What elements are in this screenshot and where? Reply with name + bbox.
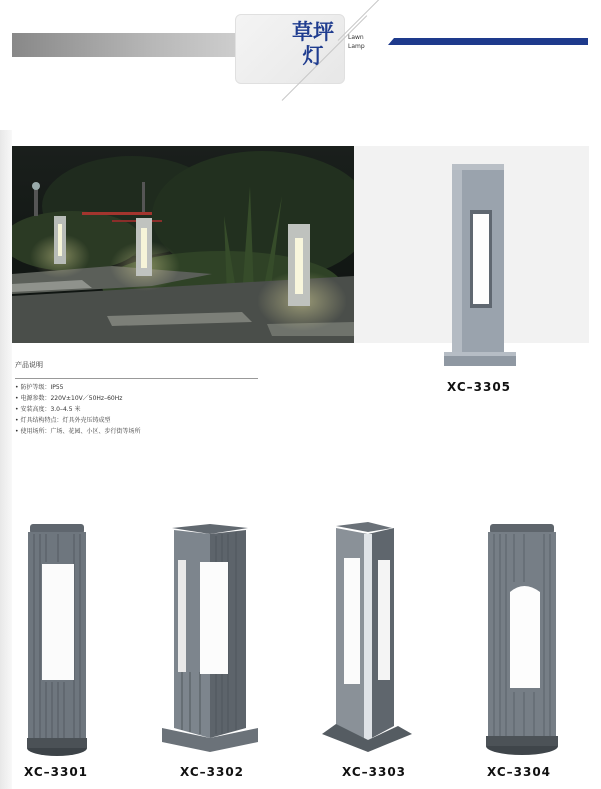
page-title-chinese: 草坪灯 — [292, 19, 334, 68]
side-shade — [0, 130, 12, 789]
lamp-xc-3302-image — [160, 522, 260, 758]
spec-item: • 电源参数：220V±10V／50Hz–60Hz — [15, 395, 123, 402]
header-gray-bar — [12, 33, 270, 57]
spec-item: • 安装高度：3.0–4.5 米 — [15, 406, 81, 413]
product-label-xc-3305: XC–3305 — [447, 380, 512, 394]
lamp-xc-3301-image — [22, 522, 92, 758]
description-heading: 产品说明 — [15, 361, 43, 369]
product-label-xc-3303: XC–3303 — [342, 765, 407, 779]
description-divider — [15, 378, 258, 379]
night-scene-photo — [12, 146, 354, 343]
product-label-xc-3302: XC–3302 — [180, 765, 245, 779]
spec-item: • 灯具结构特点：灯具外壳压铸成型 — [15, 417, 111, 424]
page-header — [0, 0, 601, 110]
lamp-xc-3303-image — [322, 520, 412, 760]
spec-list — [15, 382, 140, 437]
title-en-line2: Lamp — [348, 43, 365, 50]
lamp-xc-3304-image — [480, 522, 564, 758]
spec-item: • 防护等级：IP55 — [15, 384, 64, 391]
product-label-xc-3304: XC–3304 — [487, 765, 552, 779]
lamp-xc-3305-image — [440, 160, 520, 370]
title-en-line1: Lawn — [348, 34, 364, 41]
spec-item: • 使用场所：广场、花园、小区、步行街等场所 — [15, 428, 141, 435]
header-blue-bar — [388, 38, 588, 45]
product-label-xc-3301: XC–3301 — [24, 765, 89, 779]
page-title-english — [348, 33, 365, 51]
